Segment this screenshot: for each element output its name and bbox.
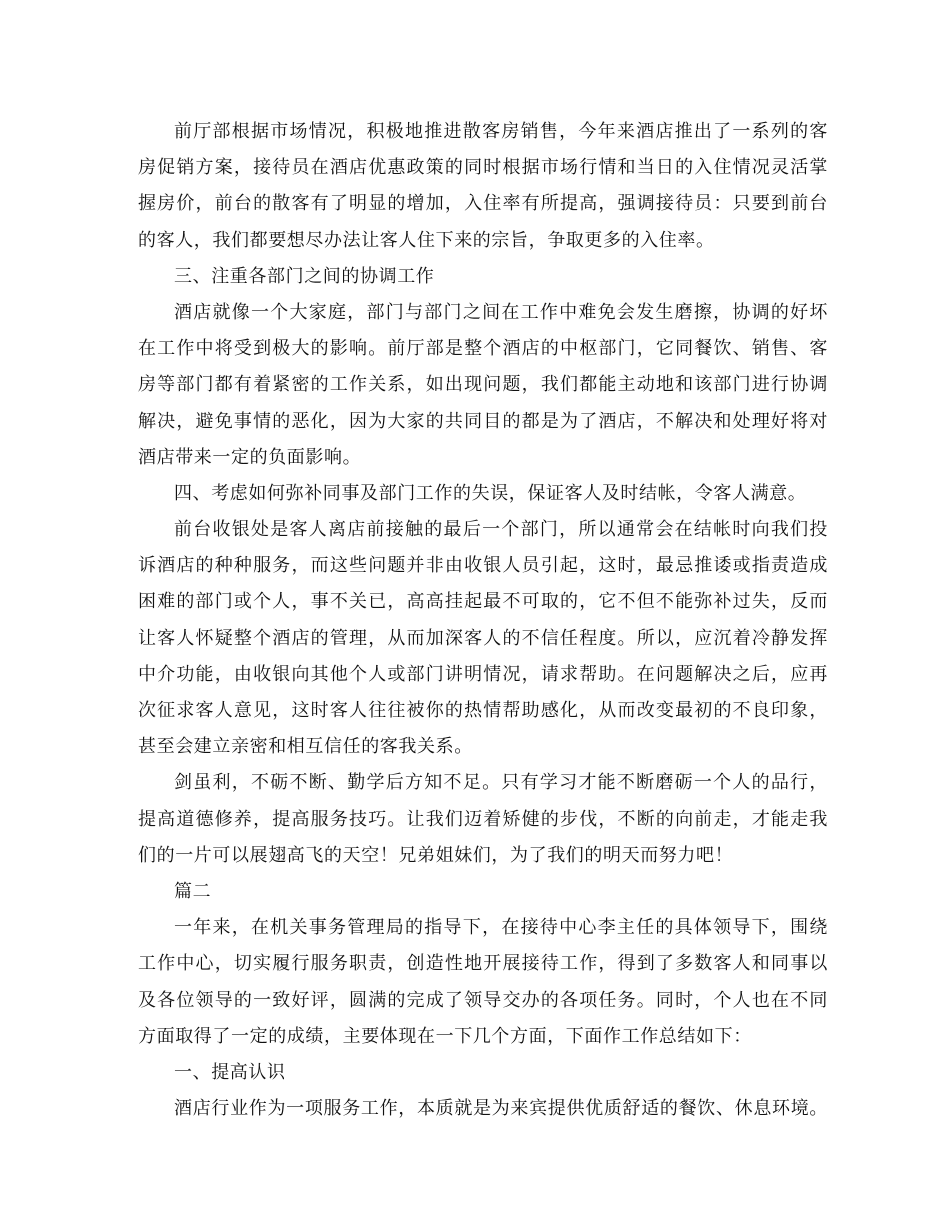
text-line: 解决，避免事情的恶化，因为大家的共同目的都是为了酒店，不解决和处理好将对	[138, 410, 828, 432]
text-line: 酒店就像一个大家庭，部门与部门之间在工作中难免会发生磨擦，协调的好坏	[174, 301, 828, 323]
text-line: 房促销方案，接待员在酒店优惠政策的同时根据市场行情和当日的入住情况灵活掌	[138, 157, 828, 179]
text-line: 提高道德修养，提高服务技巧。让我们迈着矫健的步伐，不断的向前走，才能走我	[138, 808, 828, 830]
text-line: 酒店带来一定的负面影响。	[138, 446, 362, 468]
text-line: 三、注重各部门之间的协调工作	[174, 265, 435, 287]
text-line: 们的一片可以展翅高飞的天空！兄弟姐妹们，为了我们的明天而努力吧！	[138, 844, 734, 866]
document-body	[138, 114, 828, 1127]
text-line: 前厅部根据市场情况，积极地推进散客房销售，今年来酒店推出了一系列的客	[174, 121, 828, 142]
text-line: 前台收银处是客人离店前接触的最后一个部门，所以通常会在结帐时向我们投	[174, 519, 828, 541]
text-line: 握房价，前台的散客有了明显的增加，入住率有所提高，强调接待员：只要到前台	[138, 193, 828, 215]
text-line: 中介功能，由收银向其他个人或部门讲明情况，请求帮助。在问题解决之后，应再	[138, 663, 828, 685]
text-line: 困难的部门或个人，事不关已，高高挂起最不可取的，它不但不能弥补过失，反而	[138, 591, 828, 613]
text-line: 让客人怀疑整个酒店的管理，从而加深客人的不信任程度。所以，应沉着冷静发挥	[138, 627, 828, 649]
text-line: 及各位领导的一致好评，圆满的完成了领导交办的各项任务。同时，个人也在不同	[138, 989, 828, 1011]
text-line: 篇二	[174, 880, 212, 902]
text-line: 剑虽利，不砺不断、勤学后方知不足。只有学习才能不断磨砺一个人的品行，	[174, 772, 828, 794]
text-line: 一年来，在机关事务管理局的指导下，在接待中心李主任的具体领导下，围绕	[174, 917, 828, 939]
text-line: 一、提高认识	[174, 1061, 286, 1083]
text-line: 酒店行业作为一项服务工作，本质就是为来宾提供优质舒适的餐饮、休息环境。	[174, 1098, 828, 1120]
text-line: 工作中心，切实履行服务职责，创造性地开展接待工作，得到了多数客人和同事以	[138, 953, 828, 975]
text-line: 甚至会建立亲密和相互信任的客我关系。	[138, 736, 473, 758]
text-line: 在工作中将受到极大的影响。前厅部是整个酒店的中枢部门，它同餐饮、销售、客	[138, 338, 828, 360]
text-line: 诉酒店的种种服务，而这些问题并非由收银人员引起，这时，最忌推诿或指责造成	[138, 555, 828, 577]
text-line: 次征求客人意见，这时客人往往被你的热情帮助感化，从而改变最初的不良印象，	[138, 700, 828, 721]
text-line: 房等部门都有着紧密的工作关系，如出现问题，我们都能主动地和该部门进行协调	[138, 374, 828, 396]
text-line: 方面取得了一定的成绩，主要体现在一下几个方面，下面作工作总结如下：	[138, 1025, 752, 1047]
text-line: 四、考虑如何弥补同事及部门工作的失误，保证客人及时结帐，令客人满意。	[174, 482, 807, 504]
text-line: 的客人，我们都要想尽办法让客人住下来的宗旨，争取更多的入住率。	[138, 229, 715, 251]
